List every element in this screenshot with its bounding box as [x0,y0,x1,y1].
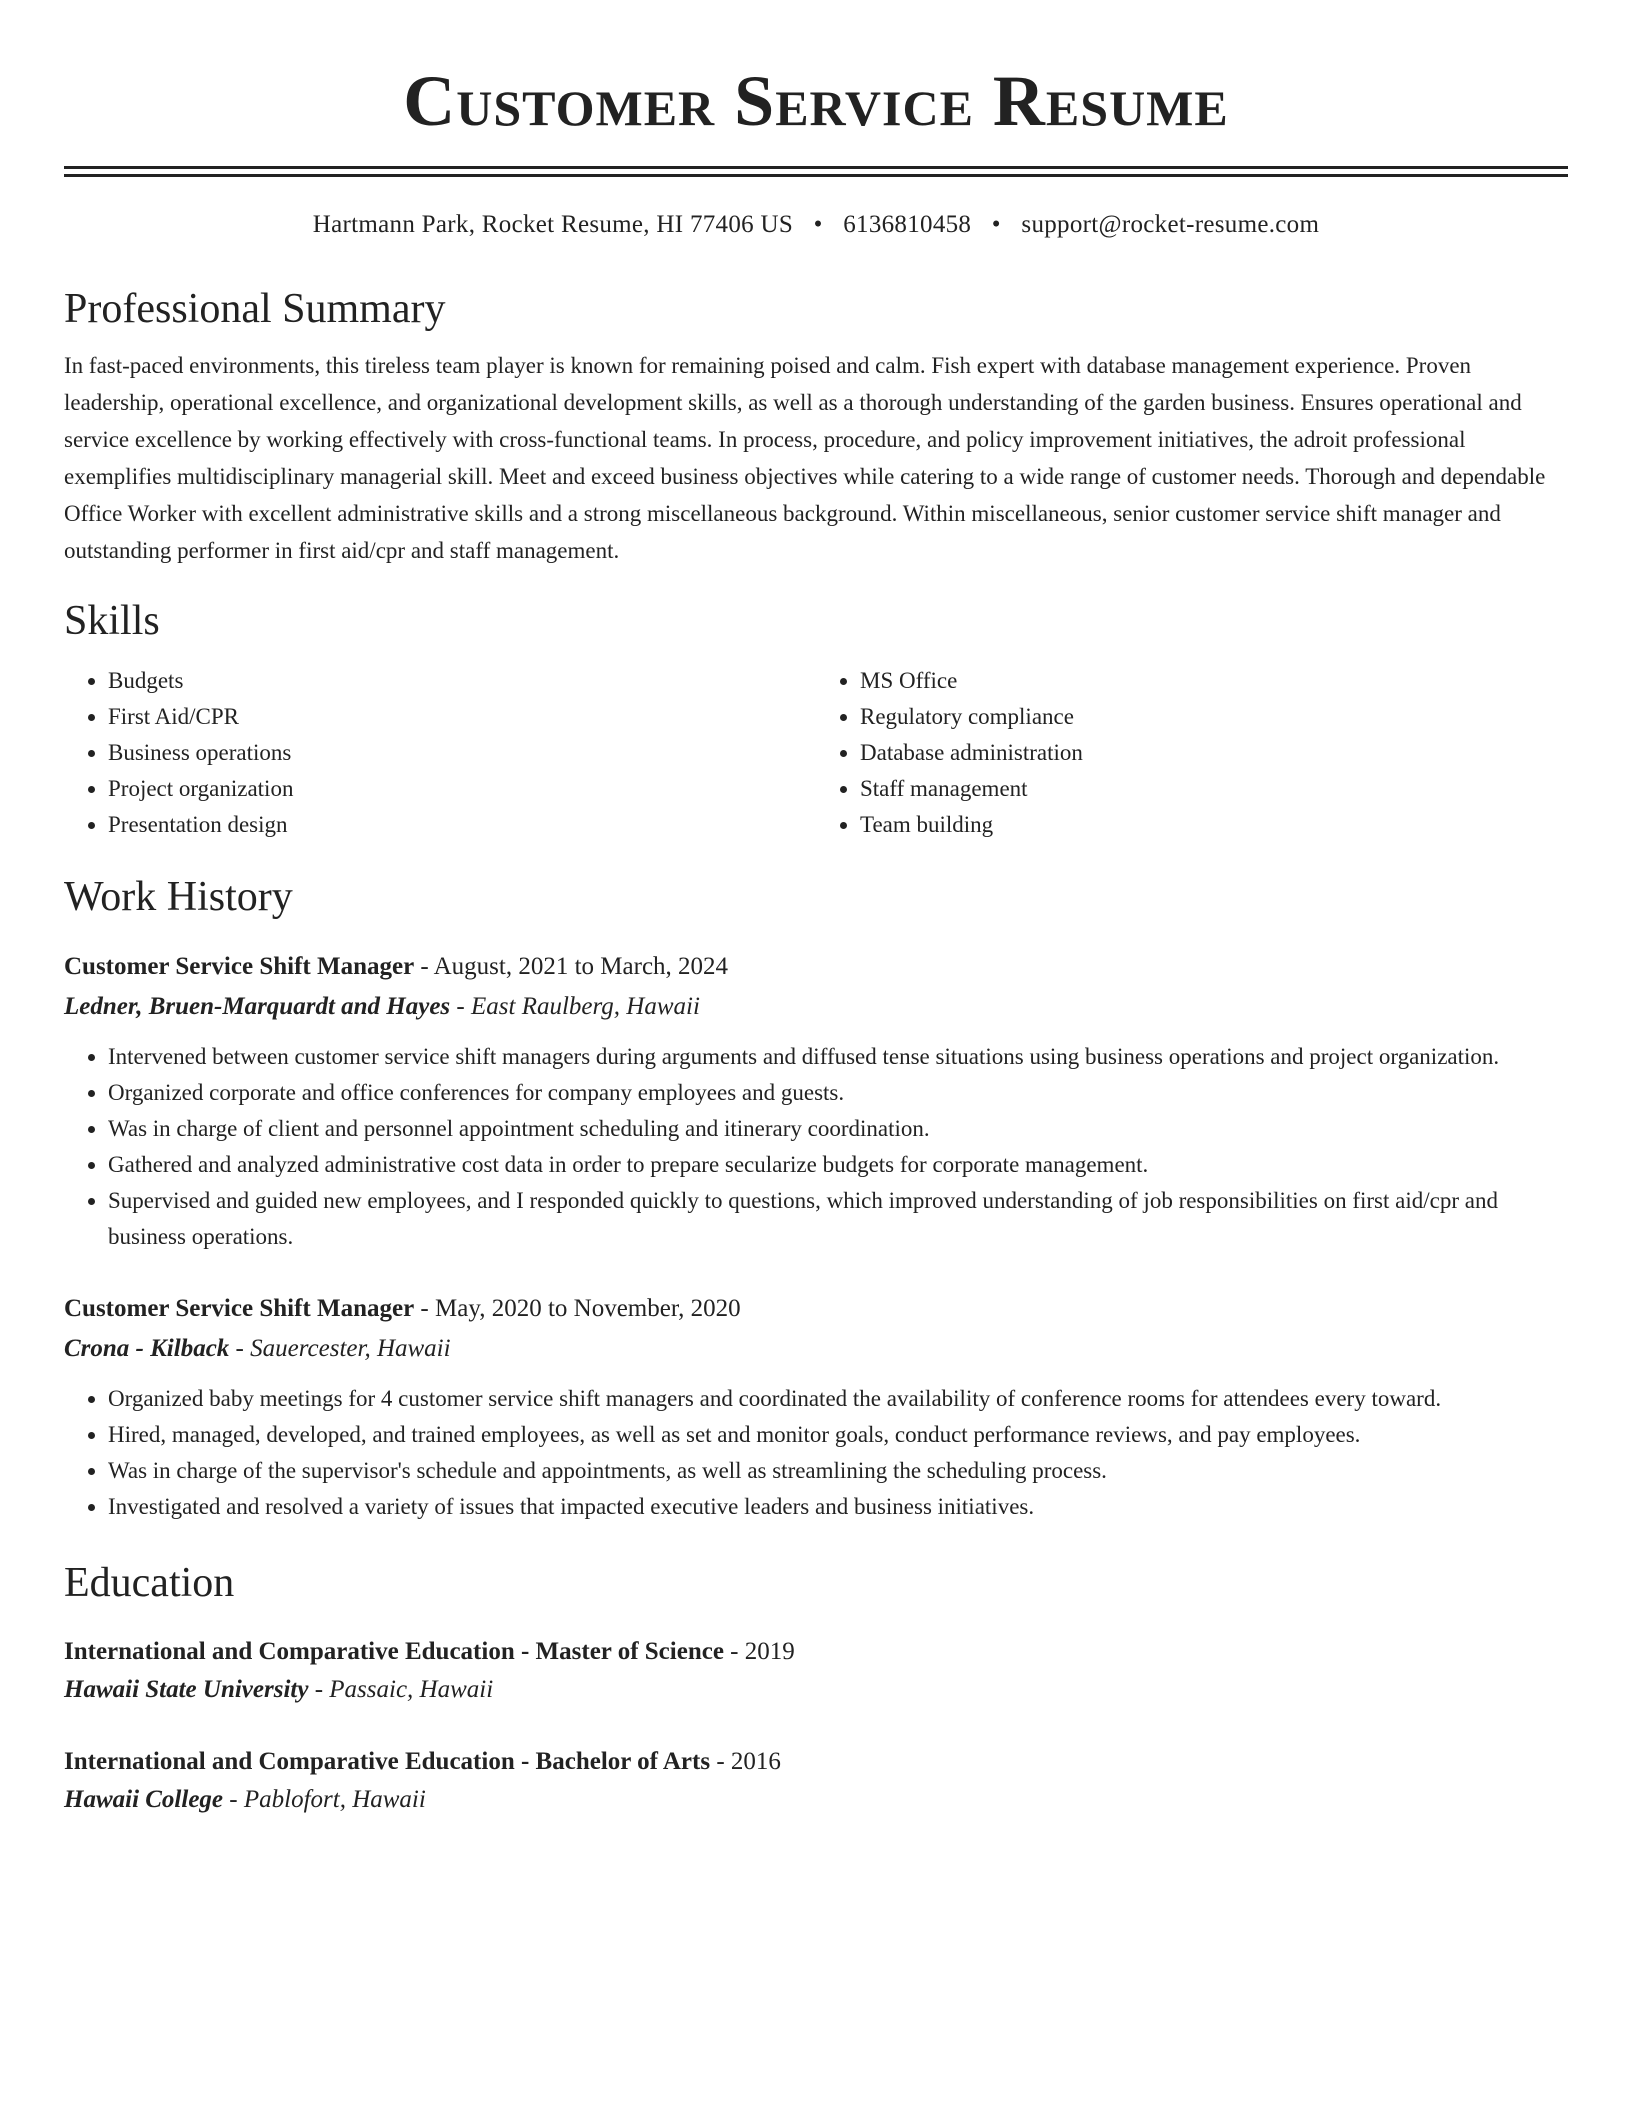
education-school-line [64,1671,1568,1709]
contact-email: support@rocket-resume.com [1021,211,1320,238]
resume-title: Customer Service Resume [403,61,1229,141]
job-bullet: • Was in charge of the supervisor's schedule and appointments, as well as streamlining the scheduling process. [108,1453,1568,1489]
job-bullet: • Hired, managed, developed, and trained employees, as well as set and monitor goals, conduct performance reviews, and pay employees. [108,1417,1568,1453]
education-degree: International and Comparative Education - Bachelor of Arts [64,1748,711,1775]
job-company: Crona - Kilback [64,1335,230,1362]
education-year: - 2019 [723,1638,795,1665]
job-bullet: • Investigated and resolved a variety of issues that impacted executive leaders and business initiatives. [108,1489,1568,1525]
skill-item: • Staff management [860,771,1568,807]
contact-line [64,207,1568,243]
education-location: - Pablofort, Hawaii [223,1786,426,1813]
job-bullet: • Gathered and analyzed administrative cost data in order to prepare secularize budgets for corporate management. [108,1147,1568,1183]
education-school: Hawaii State University [64,1676,309,1703]
skill-item: • MS Office [860,663,1568,699]
skill-item: • Presentation design [108,807,816,843]
job-dates: - August, 2021 to March, 2024 [414,953,729,980]
summary-heading: Professional Summary [64,286,446,332]
education-school-line [64,1781,1568,1819]
education-degree-line [64,1633,1568,1671]
skill-item: • Team building [860,807,1568,843]
job-company-line [64,1329,1568,1369]
job-bullet: • Organized corporate and office conferences for company employees and guests. [108,1075,1568,1111]
education-degree: International and Comparative Education - Master of Science [64,1638,724,1665]
job-company: Ledner, Bruen-Marquardt and Hayes [64,993,451,1020]
job-role: Customer Service Shift Manager [64,1295,415,1322]
title-double-rule [64,166,1568,177]
education-year: - 2016 [710,1748,781,1775]
skill-item: • Project organization [108,771,816,807]
job-bullet: • Intervened between customer service shift managers during arguments and diffused tense situations using business operations and project organization. [108,1039,1568,1075]
job-dates: - May, 2020 to November, 2020 [414,1295,741,1322]
skills-column-left [64,663,816,843]
summary-text: In fast-paced environments, this tireless team player is known for remaining poised and calm. Fish expert with database management experience. Proven leadership, operational excellence, and organizational development skills, as well as a thorough understanding of the garden business. Ensures operational and service excellence by working effectively with cross-functional teams. In process, procedure, and policy improvement initiatives, the adroit professional exemplifies multidisciplinary managerial skill. Meet and exceed business objectives while catering to a wide range of customer needs. Thorough and dependable Office Worker with excellent administrative skills and a strong miscellaneous background. Within miscellaneous, senior customer service shift manager and outstanding performer in first aid/cpr and staff management. [64,353,1546,563]
skill-item: • Regulatory compliance [860,699,1568,735]
job-title-line [64,1289,1568,1329]
education-school: Hawaii College [64,1786,224,1813]
job-location: - East Raulberg, Hawaii [450,993,700,1020]
contact-phone: 6136810458 [843,211,972,238]
job-bullet: • Was in charge of client and personnel appointment scheduling and itinerary coordination. [108,1111,1568,1147]
contact-separator: • [991,211,1001,238]
job-bullet: • Organized baby meetings for 4 customer service shift managers and coordinated the availability of conference rooms for attendees every toward. [108,1381,1568,1417]
skill-item: • Budgets [108,663,816,699]
skill-item: • Database administration [860,735,1568,771]
education-location: - Passaic, Hawaii [308,1676,494,1703]
work-history-heading: Work History [64,874,293,920]
contact-separator: • [813,211,823,238]
job-entry [64,947,1568,1255]
skills-list [64,663,1568,843]
skills-heading: Skills [64,598,160,644]
skill-item: • Business operations [108,735,816,771]
education-heading: Education [64,1560,235,1606]
job-entry [64,1289,1568,1525]
skills-column-right [816,663,1568,843]
skill-item: • First Aid/CPR [108,699,816,735]
education-degree-line [64,1743,1568,1781]
education-entry [64,1633,1568,1709]
job-company-line [64,987,1568,1027]
job-role: Customer Service Shift Manager [64,953,415,980]
job-bullets [64,1381,1568,1525]
contact-address: Hartmann Park, Rocket Resume, HI 77406 US [312,211,794,238]
education-entry [64,1743,1568,1819]
job-bullets [64,1039,1568,1255]
job-title-line [64,947,1568,987]
job-bullet: • Supervised and guided new employees, and I responded quickly to questions, which improved understanding of job responsibilities on first aid/cpr and business operations. [108,1183,1568,1255]
job-location: - Sauercester, Hawaii [229,1335,451,1362]
